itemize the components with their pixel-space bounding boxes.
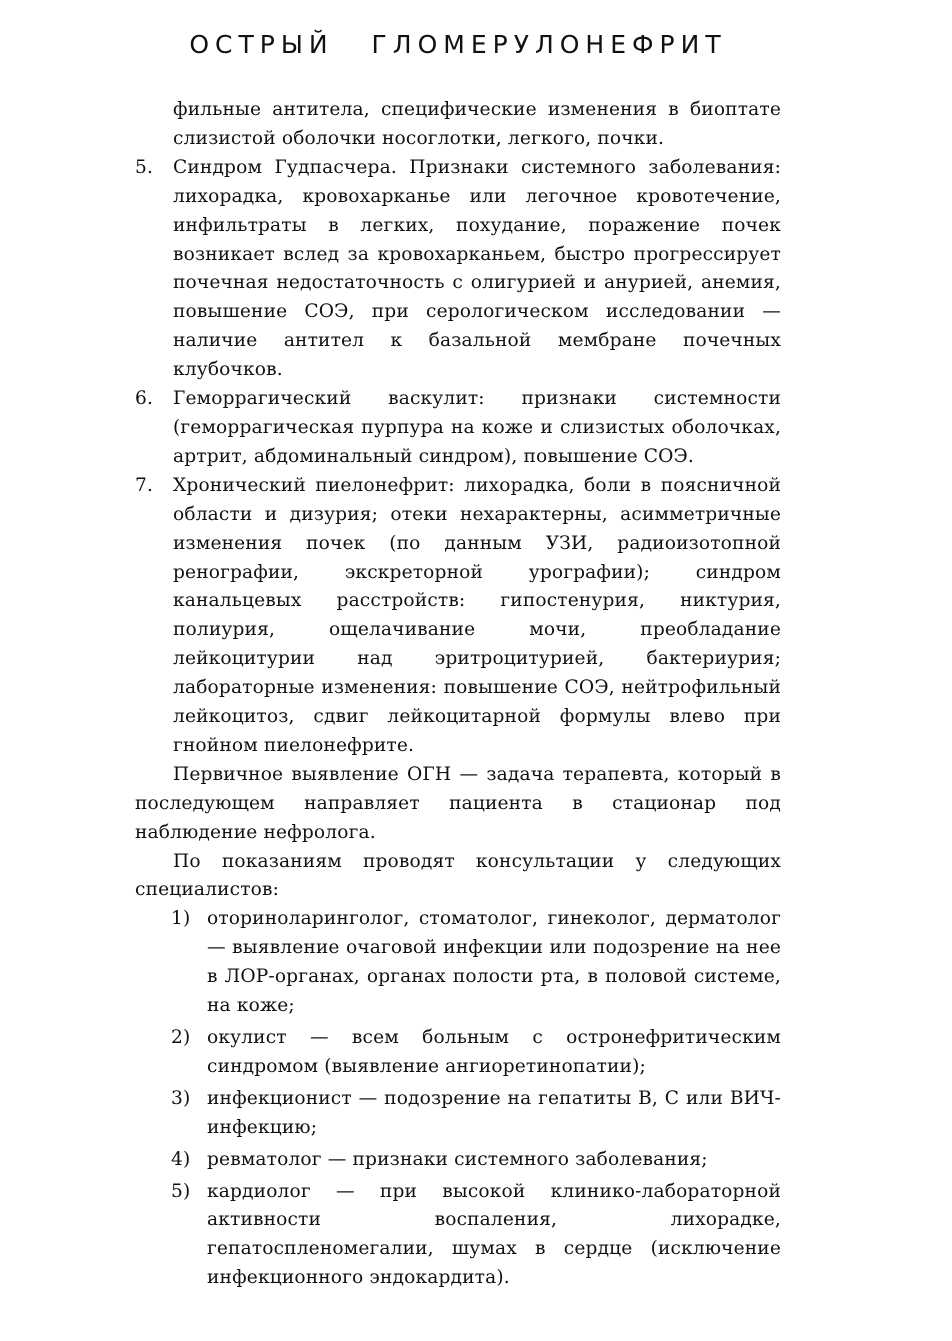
specialist-item [171, 1024, 781, 1082]
specialist-item [171, 1085, 781, 1143]
list-item-text: Геморрагический васкулит: признаки системности (геморрагическая пурпура на коже и слизистых оболочках, артрит, абдоминальный синдром), повышение СОЭ. [173, 388, 781, 467]
list-item-text: Хронический пиелонефрит: лихорадка, боли в поясничной области и дизурия; отеки нехарактерны, асимметричные изменения почек (по данным УЗИ, радиоизотопной ренографии, экскреторной урографии); синдром канальцевых расстройств: гипостенурия, никтурия, полиурия, ощелачивание мочи, преобладание лейкоцитурии над эритроцитурией, бактериурия; лабораторные изменения: повышение СОЭ, нейтрофильный лейкоцитоз, сдвиг лейкоцитарной формулы влево при гнойном пиелонефрите. [173, 474, 781, 756]
specialist-item-number: 2) [171, 1027, 191, 1048]
specialist-item-text: оториноларинголог, стоматолог, гинеколог, дерматолог — выявление очаговой инфекции или подозрение на нее в ЛОР-органах, органах полости рта, в половой системе, на коже; [207, 908, 781, 1017]
list-item [135, 154, 781, 385]
specialist-item [171, 1146, 781, 1175]
specialist-item-number: 4) [171, 1148, 191, 1170]
specialist-item-text: окулист — всем больным с остронефритическим синдромом (выявление ангиоретинопатии); [207, 1027, 781, 1077]
list-item-number: 7. [135, 474, 154, 496]
page-header-title: ОСТРЫЙ ГЛОМЕРУЛОНЕФРИТ [189, 30, 727, 59]
specialist-item-number: 5) [171, 1180, 191, 1202]
specialist-item [171, 1178, 781, 1294]
specialists-list [135, 905, 781, 1293]
specialist-item-text: ревматолог — признаки системного заболевания; [207, 1148, 708, 1170]
list-item-text: Синдром Гудпасчера. Признаки системного заболевания: лихорадка, кровохарканье или легочное кровотечение, инфильтраты в легких, похудание, поражение почек возникает вслед за кровохарканьем, быстро прогрессирует почечная недостаточность с олигурией и анурией, анемия, повышение СОЭ, при серологическом исследовании — наличие антител к базальной мембране почечных клубочков. [173, 156, 781, 381]
paragraph-consultations: По показаниям проводят консультации у следующих специалистов: [135, 850, 781, 901]
intro-continuation: фильные антитела, специфические изменения в биоптате слизистой оболочки носоглотки, легкого, почки. [173, 99, 781, 149]
page-content [135, 96, 781, 1296]
list-item-number: 6. [135, 388, 154, 410]
specialist-item-number: 3) [171, 1087, 191, 1109]
specialist-item-text: инфекционист — подозрение на гепатиты В, С или ВИЧ-инфекцию; [207, 1087, 781, 1138]
specialist-item-number: 1) [171, 908, 191, 930]
specialist-item-text: кардиолог — при высокой клинико-лабораторной активности воспаления, лихорадке, гепатоспленомегалии, шумах в сердце (исключение инфекционного эндокардита). [207, 1180, 781, 1289]
list-item [135, 472, 781, 761]
specialist-item [171, 905, 781, 1021]
list-item [135, 385, 781, 472]
list-item-number: 5. [135, 156, 154, 178]
paragraph-primary-detection: Первичное выявление ОГН — задача терапевта, который в последующем направляет пациента в стационар под наблюдение нефролога. [135, 763, 781, 843]
numbered-list [135, 154, 781, 761]
